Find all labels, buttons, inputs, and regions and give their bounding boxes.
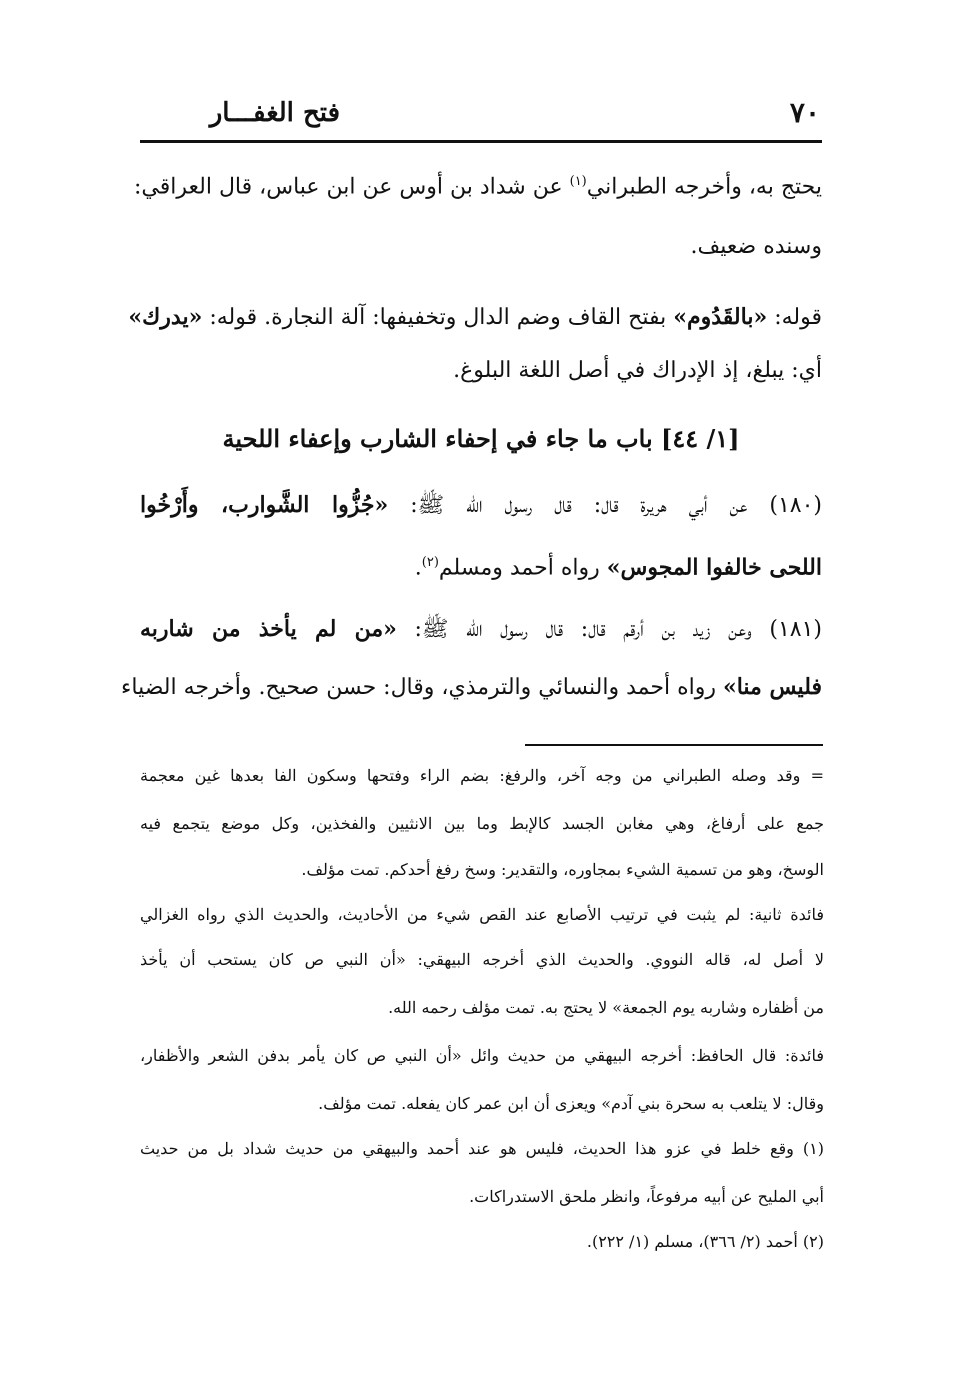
footnote-line-9: (١) وقع خلط في عزو هذا الحديث، فليس هو عند أحمد والبيهقي من حديث شداد بل من حديث [140, 1139, 824, 1158]
body-text: يحتج به، وأخرجه الطبراني [586, 174, 822, 200]
body-line-3 [128, 302, 822, 333]
footnote-line-10: أبي المليح عن أبيه مرفوعاً، وانظر ملحق الاستدراكات. [469, 1187, 824, 1206]
body-line-2 [140, 232, 822, 262]
footnote-line-6: من أظفاره وشاربه يوم الجمعة» لا يحتج به. تمت مؤلف رحمه الله. [388, 998, 824, 1017]
running-header [140, 96, 820, 140]
footnote-line-2: جمع على أرفاغ، وهي مغابن الجسد كالإبط وما بين الانثيين والفخذين، وكل موضع يتجمع فيه [140, 814, 824, 833]
footnote-line-4: فائدة ثانية: لم يثبت في ترتيب الأصابع عند القص شيء من الأحاديث، والحديث الذي رواه الغزالي [140, 905, 824, 924]
hadith-181-line-1 [140, 614, 822, 645]
footnote-line-7: فائدة: قال الحافظ: أخرجه البيهقي من حديث وائل «أن النبي ص كان يأمر بدفن الشعر والأظفار، [140, 1046, 824, 1065]
hadith-text: «جُزُّوا الشَّوارب، وأَرْخُوا [140, 492, 389, 518]
body-line-1 [134, 167, 822, 202]
hadith-text: فليس منا» [722, 674, 822, 700]
chapter-heading: [١/ ٤٤] باب ما جاء في إحفاء الشارب وإعفاء اللحية [222, 424, 740, 453]
body-text: عن شداد بن أوس عن ابن عباس، قال العراقي: [134, 174, 570, 200]
quoted-term: «يدرك» [128, 304, 203, 330]
header-rule [140, 140, 822, 143]
footnote-line-5: لا أصل له، قاله النووي. والحديث الذي أخرجه البيهقي: «أن النبي ص كان يستحب أن يأخذ [140, 950, 824, 969]
footnote-ref-2[interactable]: (٢) [421, 555, 439, 570]
body-line-4 [140, 356, 822, 386]
page-number: ٧٠ [789, 96, 820, 129]
hadith-text: «من لم يأخذ من شاربه [140, 616, 397, 642]
footnote-line-11: (٢) أحمد (٢/ ٣٦٦)، مسلم (١/ ٢٢٢). [586, 1232, 824, 1251]
body-text: . [414, 555, 422, 581]
footnote-line-3: الوسخ، وهو من تسمية الشيء بمجاوره، والتقدير: وسخ رفغ أحدكم. تمت مؤلف. [301, 860, 824, 879]
body-text: (١٨١) وعن زيد بن أرقم قال: قال رسول الله ﷺ: [396, 617, 822, 642]
body-text: (١٨٠) عن أبي هريرة قال: قال رسول الله ﷺ: [388, 493, 822, 518]
footnote-line-1: = وقد وصله الطبراني من وجه آخر، والرفغ: بضم الراء وفتحها وسكون الفا بعدها غين معجمة [140, 766, 824, 785]
footnote-ref-1[interactable]: (١) [569, 174, 587, 189]
hadith-181-line-2 [121, 672, 822, 703]
hadith-text: اللحى خالفوا المجوس» [606, 554, 822, 581]
body-text: أي: يبلغ، إذ الإدراك في أصل اللغة البلوغ. [453, 358, 822, 383]
hadith-180-line-1 [140, 490, 822, 521]
book-title: فتح الغفـــار [209, 98, 340, 128]
body-text: وسنده ضعيف. [690, 234, 822, 259]
hadith-180-line-2 [140, 548, 822, 583]
footnote-separator [525, 744, 823, 746]
quoted-term: «بالقَدُوم» [673, 304, 768, 330]
body-text: قوله: [767, 305, 822, 330]
body-text: رواه أحمد ومسلم [438, 555, 607, 581]
footnote-line-8: وقال: لا يتلعب به سحرة بني آدم» ويعزى أن ابن عمر كان يفعله. تمت مؤلف. [318, 1094, 824, 1113]
body-text: بفتح القاف وضم الدال وتخفيفها: آلة النجارة. قوله: [202, 305, 674, 330]
body-text: رواه أحمد والنسائي والترمذي، وقال: حسن صحيح. وأخرجه الضياء [121, 675, 723, 700]
